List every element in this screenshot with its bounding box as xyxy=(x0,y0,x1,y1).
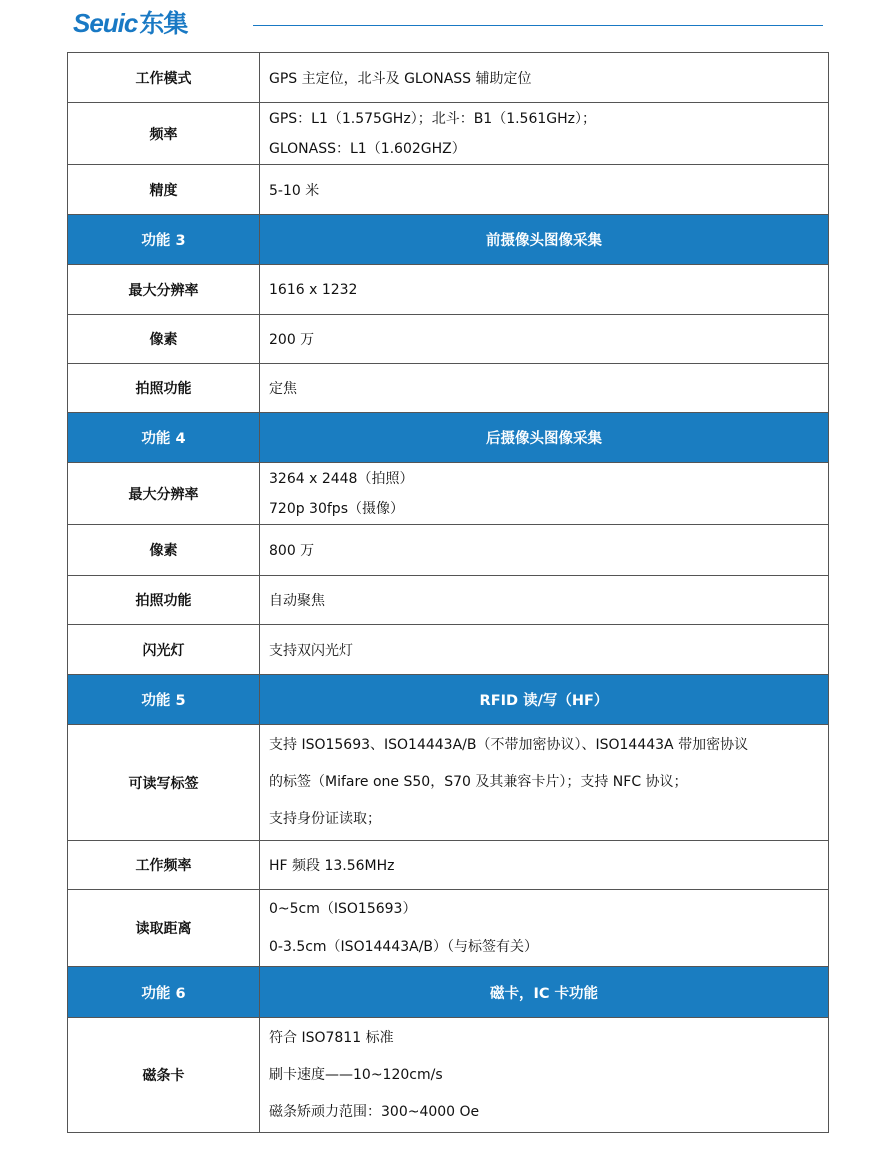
spec-value xyxy=(260,165,829,215)
spec-row xyxy=(68,463,829,525)
logo-text-cn: 东集 xyxy=(139,9,188,38)
spec-value-line: 自动聚焦 xyxy=(269,593,325,609)
section-header-row xyxy=(68,675,829,725)
spec-row xyxy=(68,890,829,967)
header-divider xyxy=(253,25,823,26)
section-label: 功能 5 xyxy=(68,675,260,725)
spec-table xyxy=(67,52,829,1133)
spec-value-line: 3264 x 2448（拍照） xyxy=(269,470,414,487)
section-header-row xyxy=(68,967,829,1018)
spec-label: 读取距离 xyxy=(68,890,260,967)
spec-value xyxy=(260,725,829,841)
spec-value-line: 0~5cm（ISO15693） xyxy=(269,901,417,917)
spec-value-line: 800 万 xyxy=(269,543,315,559)
spec-row xyxy=(68,53,829,103)
spec-value-line: 刷卡速度——10~120cm/s xyxy=(269,1066,443,1083)
spec-label: 像素 xyxy=(68,525,260,576)
spec-value-line: HF 频段 13.56MHz xyxy=(269,858,395,874)
spec-value xyxy=(260,625,829,675)
section-title: 前摄像头图像采集 xyxy=(260,215,829,265)
spec-label: 工作模式 xyxy=(68,53,260,103)
spec-value xyxy=(260,265,829,315)
page-header xyxy=(0,0,896,48)
spec-value xyxy=(260,315,829,364)
spec-row xyxy=(68,576,829,625)
section-title: 后摄像头图像采集 xyxy=(260,413,829,463)
spec-value-line: 1616 x 1232 xyxy=(269,281,358,298)
spec-label: 拍照功能 xyxy=(68,364,260,413)
spec-value-line: 5-10 米 xyxy=(269,182,320,199)
spec-row xyxy=(68,364,829,413)
spec-value-line: 符合 ISO7811 标准 xyxy=(269,1029,394,1046)
spec-row xyxy=(68,165,829,215)
spec-label: 工作频率 xyxy=(68,841,260,890)
spec-value-line: 磁条矫顽力范围：300~4000 Oe xyxy=(269,1103,480,1120)
spec-label: 磁条卡 xyxy=(68,1018,260,1133)
spec-value-line: 支持双闪光灯 xyxy=(269,642,353,659)
spec-value xyxy=(260,890,829,967)
spec-value-line: 定焦 xyxy=(269,381,297,397)
spec-row xyxy=(68,625,829,675)
spec-value-line: 200 万 xyxy=(269,332,315,348)
section-label: 功能 6 xyxy=(68,967,260,1018)
spec-row xyxy=(68,103,829,165)
section-title: RFID 读/写（HF） xyxy=(260,675,829,725)
spec-row xyxy=(68,1018,829,1133)
spec-value-line: 支持身份证读取； xyxy=(269,811,381,827)
spec-value-line: 的标签（Mifare one S50，S70 及其兼容卡片）；支持 NFC 协议； xyxy=(269,774,688,790)
spec-value-line: 720p 30fps（摄像） xyxy=(269,500,404,517)
spec-label: 最大分辨率 xyxy=(68,265,260,315)
section-label: 功能 4 xyxy=(68,413,260,463)
brand-logo xyxy=(73,4,187,40)
spec-label: 精度 xyxy=(68,165,260,215)
spec-value xyxy=(260,576,829,625)
section-label: 功能 3 xyxy=(68,215,260,265)
spec-row xyxy=(68,265,829,315)
spec-label: 像素 xyxy=(68,315,260,364)
spec-value xyxy=(260,463,829,525)
logo-text-en: Seuic xyxy=(73,8,138,38)
spec-row xyxy=(68,841,829,890)
spec-table-body xyxy=(68,53,829,1133)
spec-value xyxy=(260,1018,829,1133)
spec-value xyxy=(260,525,829,576)
spec-label: 可读写标签 xyxy=(68,725,260,841)
spec-row xyxy=(68,525,829,576)
spec-label: 频率 xyxy=(68,103,260,165)
spec-row xyxy=(68,725,829,841)
section-title: 磁卡，IC 卡功能 xyxy=(260,967,829,1018)
spec-value xyxy=(260,364,829,413)
spec-value xyxy=(260,103,829,165)
spec-value xyxy=(260,841,829,890)
spec-value-line: GLONASS：L1（1.602GHZ） xyxy=(269,140,466,157)
spec-label: 最大分辨率 xyxy=(68,463,260,525)
spec-label: 闪光灯 xyxy=(68,625,260,675)
section-header-row xyxy=(68,413,829,463)
spec-row xyxy=(68,315,829,364)
spec-label: 拍照功能 xyxy=(68,576,260,625)
section-header-row xyxy=(68,215,829,265)
spec-value xyxy=(260,53,829,103)
spec-value-line: 0-3.5cm（ISO14443A/B）（与标签有关） xyxy=(269,939,539,955)
spec-value-line: GPS：L1（1.575GHz）；北斗：B1（1.561GHz）； xyxy=(269,110,597,127)
spec-value-line: 支持 ISO15693、ISO14443A/B（不带加密协议）、ISO14443A 带加密协议 xyxy=(269,737,749,753)
spec-value-line: GPS 主定位，北斗及 GLONASS 辅助定位 xyxy=(269,70,532,87)
